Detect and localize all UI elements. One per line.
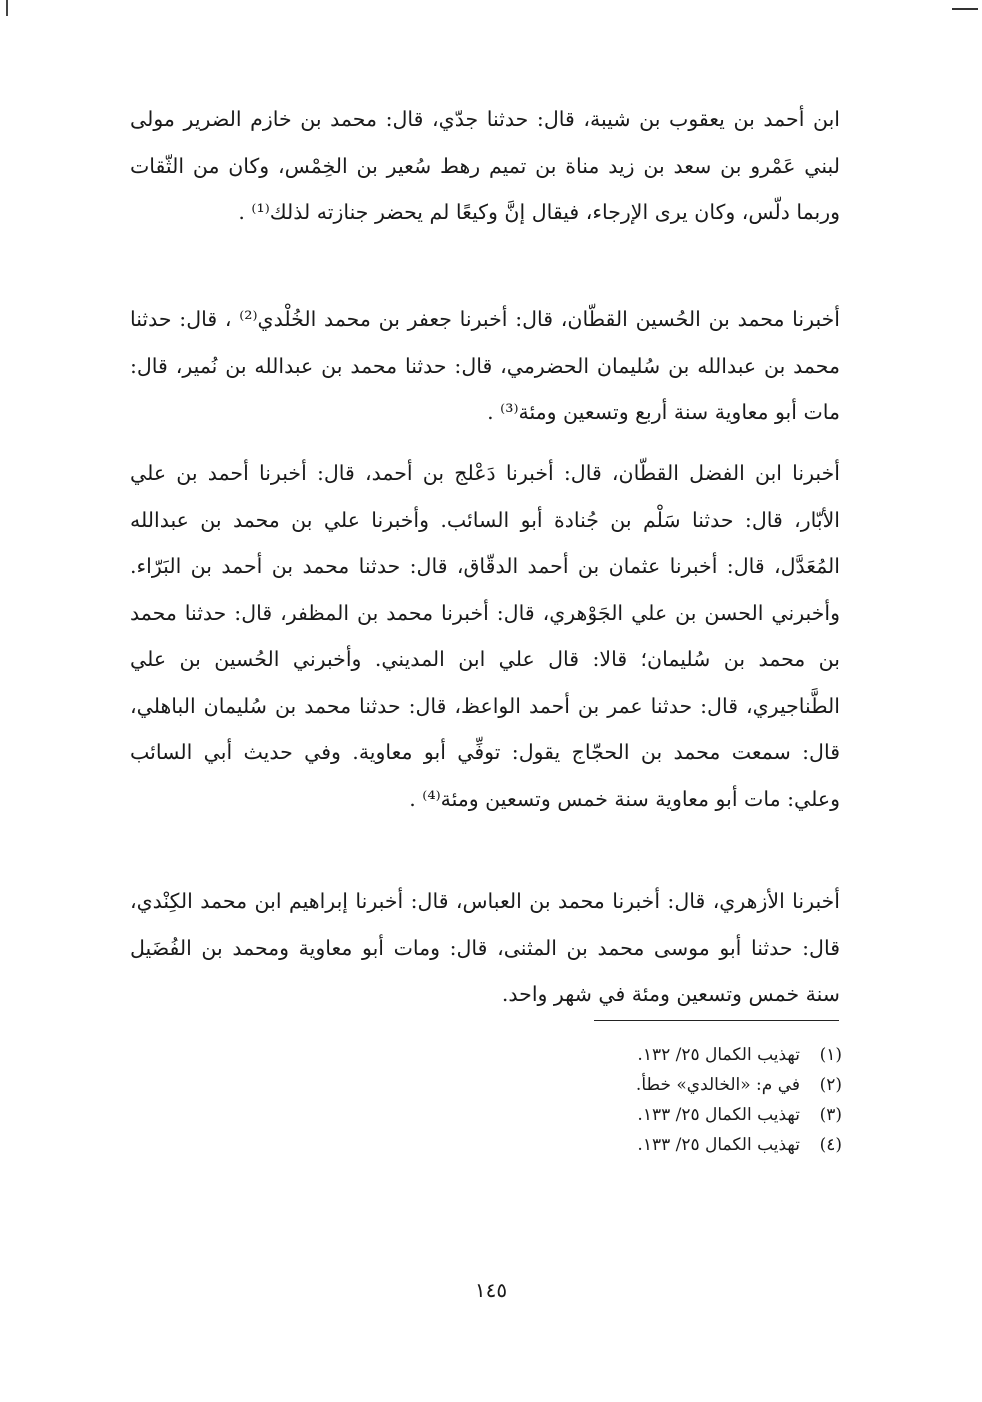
footnote-number: (٢) bbox=[819, 1075, 842, 1095]
footnote-2 bbox=[636, 1070, 842, 1100]
footnote-text: تهذيب الكمال ٢٥/ ١٣٢. bbox=[637, 1045, 800, 1065]
page-number: ١٤٥ bbox=[474, 1278, 508, 1302]
footnote-number: (٣) bbox=[819, 1105, 842, 1125]
footnote-number: (٤) bbox=[819, 1135, 842, 1155]
paragraph-1 bbox=[130, 96, 840, 236]
paragraph-text: أخبرنا الأزهري، قال: أخبرنا محمد بن العباس، قال: أخبرنا إبراهيم ابن محمد الكِنْدي، قال: حدثنا أبو موسى محمد بن المثنى، قال: ومات أبو معاوية ومحمد بن الفُضَيل سنة خمس وتسعين ومئة في شهر واحد. bbox=[130, 889, 840, 1006]
paragraph-4 bbox=[130, 878, 840, 1018]
paragraph-3 bbox=[130, 450, 840, 822]
footnote-number: (١) bbox=[819, 1045, 842, 1065]
footnote-divider bbox=[594, 1020, 839, 1021]
scan-edge-mark-left bbox=[6, 0, 8, 16]
footnote-1 bbox=[636, 1040, 842, 1070]
footnote-3 bbox=[636, 1100, 842, 1130]
paragraph-text: أخبرنا محمد بن الحُسين القطّان، قال: أخبرنا جعفر بن محمد الخُلْدي⁽²⁾ ، قال: حدثنا محمد بن عبدالله بن سُليمان الحضرمي، قال: حدثنا محمد بن عبدالله بن نُمير، قال: مات أبو معاوية سنة أربع وتسعين ومئة⁽³⁾ . bbox=[130, 307, 841, 424]
footnote-text: تهذيب الكمال ٢٥/ ١٣٣. bbox=[637, 1135, 800, 1155]
footnotes-list bbox=[636, 1040, 842, 1160]
footnote-text: في م: «الخالدي» خطأ. bbox=[635, 1075, 800, 1095]
footnote-text: تهذيب الكمال ٢٥/ ١٣٣. bbox=[637, 1105, 800, 1125]
scan-edge-mark-right bbox=[952, 8, 978, 10]
paragraph-text: أخبرنا ابن الفضل القطّان، قال: أخبرنا دَعْلج بن أحمد، قال: أخبرنا أحمد بن علي الأبّار، قال: حدثنا سَلْم بن جُنادة أبو السائب. وأخبرنا علي بن محمد بن عبدالله المُعَدَّل، قال: أخبرنا عثمان بن أحمد الدقّاق، قال: حدثنا محمد بن أحمد بن البَرّاء. وأخبرني الحسن بن علي الجَوْهري، قال: أخبرنا محمد بن المظفر، قال: حدثنا محمد بن محمد بن سُليمان؛ قالا: قال علي ابن المديني. وأخبرني الحُسين بن علي الطَّناجيري، قال: حدثنا عمر بن أحمد الواعظ، قال: حدثنا محمد بن سُليمان الباهلي، قال: سمعت محمد بن الحجّاج يقول: توفِّي أبو معاوية. وفي حديث أبي السائب وعلي: مات أبو معاوية سنة خمس وتسعين ومئة⁽⁴⁾ . bbox=[130, 461, 840, 811]
footnote-4 bbox=[636, 1130, 842, 1160]
paragraph-text: ابن أحمد بن يعقوب بن شيبة، قال: حدثنا جدّي، قال: محمد بن خازم الضرير مولى لبني عَمْرو بن سعد بن زيد مناة بن تميم رهط سُعير بن الخِمْس، وكان من الثّقات وربما دلّس، وكان يرى الإرجاء، فيقال إنَّ وكيعًا لم يحضر جنازته لذلك⁽¹⁾ . bbox=[130, 107, 840, 224]
paragraph-2 bbox=[130, 296, 840, 436]
